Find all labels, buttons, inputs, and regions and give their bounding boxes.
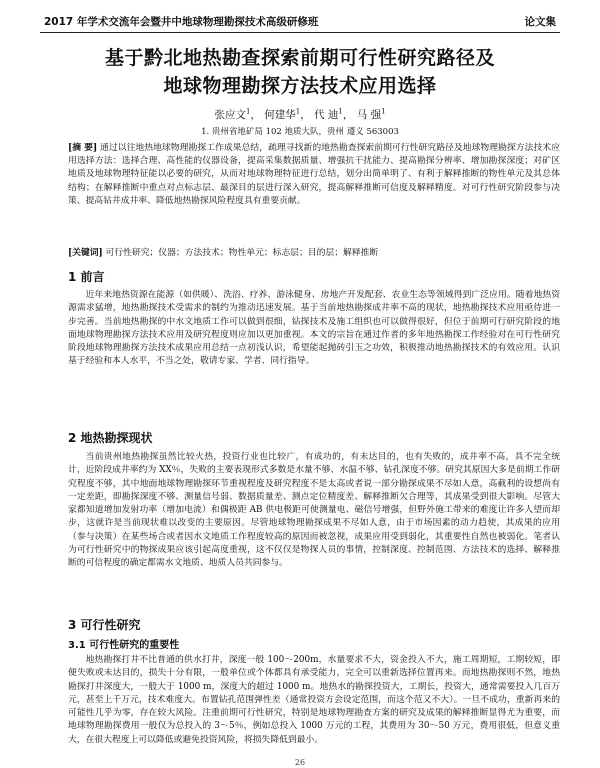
abstract-text: 通过以往地热地球物理勘探工作成果总结，疏理寻找新的地热勘查探索前期可行性研究路径及地球物理勘探方法技术应用选择方法：选择合理、高性能的仪器设备，提高采集数据质量、增强抗干扰能力、提高勘探分辨率、增加勘探深度；对矿区地质及地球物理特征能以必要的研究，从而对地球物理特征进行总结，划分出简单明了、有利于解释推断的物性单元及其总体结构；在解释推断中重点对点标志层、最深目的层进行深入研究，提高解释推断可信度及解释精度。对可行性研究阶段参与决策、提高钻井成井率、降低地热勘探风险程度具有重要贡献。 xyxy=(68,143,560,206)
author-affil-mark: 1 xyxy=(295,107,301,116)
section-2-paragraph: 当前贵州地热勘探虽然比较火热，投资行业也比较广，有成功的，有未达目的，也有失败的，成井率不高，具不完全统计，近阶段成井率约为 XX％，失败的主要表现形式多数是水量不够、水温不够、钻孔深度不够。研究其原因大多是前期工作研究程度不够，其中地面地球物理勘探环节重视程度及研究程度不是太高或者说一部分勘探成果不尽如人意，高截利的设想尚有一定差距，即勘探深度不够、测量信号弱、数据质量差、测点定位精度差、解释推断欠合理等，其成果受到很大影响。尽管大家都知道增加发射功率（增加电流）和偶极距 AB 供电极距可使测量电、磁信号增强，但野外施工带来的难度让许多人望而却步，这就许是当前现状难以改变的主要原因。尽管地球物理勘探成果不尽如人意，由于市场因素的动力趋使，其成果的应用（参与决策）在某些场合或者因水文地质工作程度较高的原因而被忽视，成果应用受到弱化，其重要性自然也被弱化。笔者认为可行性研究中的物探成果应该引起高度重视，这不仅仅是物探人员的事情，控制深度、控制范围、方法技术的选择、解释推断的可信程度的确定都需水文地质、地质人员共同参与。 xyxy=(68,452,560,569)
subsection-3-1-paragraph: 地热勘探打井不比普通的供水打井，深度一般 100～200m，水量要求不大，资金投入不大，施工周期短，工期较短，即便失败或未达目的，损失十分有限，一般单位或个体都具有承受能力，完全可以重新选择位置再来。而地热勘探则不然，地热勘探打井深度大，一般大于 1000 m，深度大的超过 1000 m。地热水的勘探投资大，工期长，投资大，通常需要投入几百万元，甚至上千万元，技术难度大。布置钻孔范围弹性差（通常投资方会设定范围，而这个范又不大）。一旦不成功，重新再来的可能性几乎为零，存在较大风险。注重前期可行性研究，特别是地球物理勘查方案的研究及成果的解释推断显得尤为重要，而地球物理勘探费用一般仅为总投入的 3～5％，例如总投入 1000 万元的工程，其费用为 30～50 万元，费用很低，但意义重大，在很大程度上可以降低或避免投资风险，将损失降低到最小。 xyxy=(68,655,560,745)
abstract xyxy=(68,142,560,208)
author-affil-mark: 1 xyxy=(338,107,343,116)
paper-title xyxy=(40,44,560,100)
author-name: 代 迪 xyxy=(314,109,339,121)
author-affil-mark: 1 xyxy=(245,107,251,116)
author-name: 张应文 xyxy=(214,109,246,121)
header-conference-title: 2017 年学术交流年会暨井中地球物理勘探技术高级研修班 xyxy=(44,16,319,28)
title-line-1: 基于黔北地热勘查探索前期可行性研究路径及 xyxy=(104,47,495,69)
author-list: 张应文$^1$， 何建华$^1$， 代 迪$^1$， 马 强$^1$ xyxy=(214,107,386,121)
page-number: 26 xyxy=(294,758,306,767)
author-affil-mark: 1 xyxy=(381,107,386,116)
section-heading-3: 3 可行性研究 xyxy=(68,618,141,632)
keywords-text: 可行性研究；仪器；方法技术；物性单元；标志层；目的层；解释推断 xyxy=(102,248,379,258)
keywords xyxy=(68,247,560,260)
keywords-label: [关键词] xyxy=(68,248,103,258)
running-header xyxy=(40,10,560,33)
author-name: 马 强 xyxy=(356,109,382,121)
author-name: 何建华 xyxy=(264,109,296,121)
header-section-label: 论文集 xyxy=(524,16,556,28)
affiliation: 1. 贵州省地矿局 102 地质大队，贵州 遵义 563003 xyxy=(201,127,399,137)
abstract-label: [摘 要] xyxy=(68,143,98,153)
title-line-2: 地球物理勘探方法技术应用选择 xyxy=(163,75,437,97)
section-heading-2: 2 地热勘探现状 xyxy=(68,431,153,445)
section-heading-1: 1 前言 xyxy=(68,270,105,284)
section-1-paragraph: 近年来地热资源在能源（如供暖）、洗浴、疗养、游泳健身、房地产开发配套、农业生态等领域得到广泛应用。随着地热资源需求猛增，地热勘探技术受需求的制约为推动迅速发展。基于当前地热勘探成井率不高的现状，地热勘探技术应用亟待进一步完善。当前地热勘探的中水文地质工作可以做到很细，钻探技术及施工组织也可以做得很好，但位于前期可行研究阶段的地面地球物理勘探方法技术应用及研究程度则应加以更加重视。本文的宗旨在通过作者的多年地热勘探工作经验对在可行性研究阶段地球物理勘探方法技术成果应用总结一点初浅认识，希望能起抛砖引玉之功效，积极推动地热勘探技术的有效应用。认识基于经验和本人水平，不当之处，敬请专家、学者、同行指导。 xyxy=(68,290,560,367)
subsection-heading-3-1: 3.1 可行性研究的重要性 xyxy=(68,640,180,651)
